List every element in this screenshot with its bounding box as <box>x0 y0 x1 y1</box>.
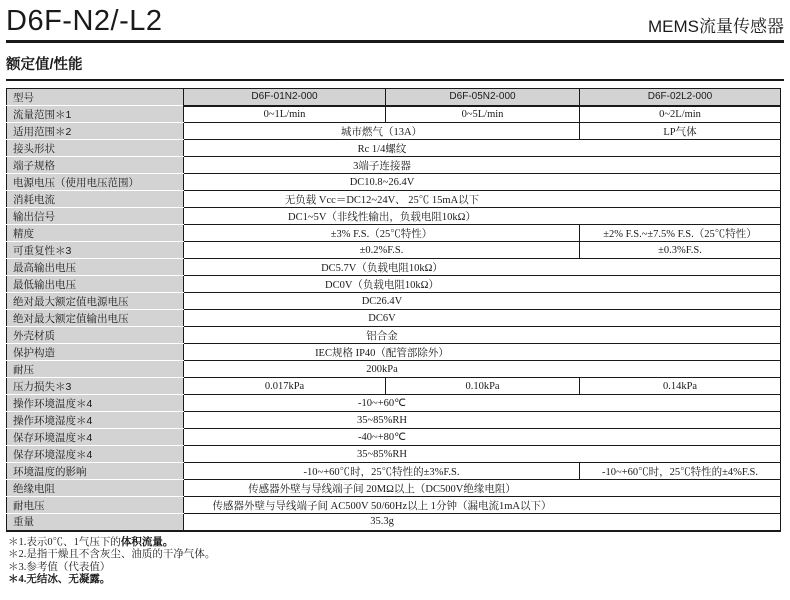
spec-value: D6F-01N2-000 <box>184 89 386 106</box>
spec-row-min-output-voltage <box>7 276 781 293</box>
spec-value: 0~1L/min <box>184 106 386 123</box>
spec-row-insulation-resistance <box>7 480 781 497</box>
spec-row-pressure-loss <box>7 378 781 395</box>
spec-value: LP气体 <box>580 123 781 140</box>
spec-row-temp-influence <box>7 463 781 480</box>
product-category: MEMS流量传感器 <box>648 17 784 36</box>
spec-value: -40~+80℃ <box>184 429 781 446</box>
spec-value: DC5.7V（负载电阻10kΩ） <box>184 259 781 276</box>
spec-value: DC1~5V（非线性输出，负载电阻10kΩ） <box>184 208 781 225</box>
spec-value: 城市燃气（13A） <box>184 123 580 140</box>
header-rule <box>6 40 784 43</box>
spec-row-output-signal <box>7 208 781 225</box>
spec-value: DC0V（负载电阻10kΩ） <box>184 276 781 293</box>
spec-value: ±0.3%F.S. <box>580 242 781 259</box>
spec-label: 外壳材质 <box>7 327 184 344</box>
spec-row-weight <box>7 514 781 531</box>
spec-row-terminal-spec <box>7 157 781 174</box>
footnote-4: ＊4.无结冰、无凝露。 <box>8 574 111 585</box>
spec-row-operating-temp <box>7 395 781 412</box>
spec-value: 0.10kPa <box>386 378 580 395</box>
spec-row-flow-range <box>7 106 781 123</box>
spec-table <box>6 88 781 532</box>
footnote-1-text: ＊1.表示0℃、1气压下的 <box>8 536 121 548</box>
spec-value: DC10.8~26.4V <box>184 174 781 191</box>
spec-value: D6F-02L2-000 <box>580 89 781 106</box>
spec-label: 重量 <box>7 514 184 531</box>
spec-row-current-consumption <box>7 191 781 208</box>
spec-row-abs-max-output-voltage <box>7 310 781 327</box>
spec-row-protection <box>7 344 781 361</box>
spec-value: 无负载 Vcc＝DC12~24V、 25℃ 15mA以下 <box>184 191 781 208</box>
section-title: 额定值/性能 <box>6 57 83 73</box>
spec-value: 3端子连接器 <box>184 157 781 174</box>
spec-value: ±3% F.S.（25℃特性） <box>184 225 580 242</box>
spec-label: 绝对最大额定值电源电压 <box>7 293 184 310</box>
spec-label: 接头形状 <box>7 140 184 157</box>
spec-label: 环境温度的影响 <box>7 463 184 480</box>
spec-value: 0~5L/min <box>386 106 580 123</box>
footnote-1-bold-text: 体积流量。 <box>120 536 174 548</box>
spec-value: -10~+60℃ <box>184 395 781 412</box>
spec-label: 消耗电流 <box>7 191 184 208</box>
spec-row-applicable-gas <box>7 123 781 140</box>
spec-label: 型号 <box>7 89 184 106</box>
spec-label: 保存环境温度＊4 <box>7 429 184 446</box>
spec-value: IEC规格 IP40（配管部除外） <box>184 344 781 361</box>
spec-row-max-output-voltage <box>7 259 781 276</box>
footnote-1 <box>8 537 784 550</box>
spec-label: 保存环境湿度＊4 <box>7 446 184 463</box>
spec-row-operating-humidity <box>7 412 781 429</box>
spec-label: 绝缘电阻 <box>7 480 184 497</box>
spec-value: 铝合金 <box>184 327 781 344</box>
spec-row-storage-humidity <box>7 446 781 463</box>
spec-row-withstand-pressure <box>7 361 781 378</box>
spec-value: -10~+60℃时，25℃特性的±3%F.S. <box>184 463 580 480</box>
spec-value: 0.017kPa <box>184 378 386 395</box>
spec-label: 耐压 <box>7 361 184 378</box>
spec-label: 保护构造 <box>7 344 184 361</box>
spec-value: 传感器外壁与导线端子间 20MΩ以上（DC500V绝缘电阻） <box>184 480 781 497</box>
footnotes <box>6 537 784 587</box>
spec-value: 35~85%RH <box>184 412 781 429</box>
footnote-3: ＊3.参考值（代表值） <box>8 561 111 573</box>
spec-label: 可重复性＊3 <box>7 242 184 259</box>
spec-label: 流量范围＊1 <box>7 106 184 123</box>
spec-label: 电源电压（使用电压范围） <box>7 174 184 191</box>
spec-row-supply-voltage <box>7 174 781 191</box>
spec-label: 端子规格 <box>7 157 184 174</box>
spec-row-accuracy <box>7 225 781 242</box>
spec-value: 35~85%RH <box>184 446 781 463</box>
spec-value: DC6V <box>184 310 781 327</box>
spec-value: 0~2L/min <box>580 106 781 123</box>
page-header <box>6 2 784 38</box>
spec-label: 输出信号 <box>7 208 184 225</box>
spec-label: 最低输出电压 <box>7 276 184 293</box>
spec-row-joint-shape <box>7 140 781 157</box>
spec-row-model <box>7 89 781 106</box>
spec-value: ±0.2%F.S. <box>184 242 580 259</box>
spec-row-dielectric-strength <box>7 497 781 514</box>
spec-value: DC26.4V <box>184 293 781 310</box>
spec-row-abs-max-supply-voltage <box>7 293 781 310</box>
spec-label: 适用范围＊2 <box>7 123 184 140</box>
spec-value: 0.14kPa <box>580 378 781 395</box>
spec-label: 操作环境湿度＊4 <box>7 412 184 429</box>
spec-label: 精度 <box>7 225 184 242</box>
page-title: D6F-N2/-L2 <box>6 5 163 37</box>
spec-value: 传感器外壁与导线端子间 AC500V 50/60Hz以上 1分钟（漏电流1mA以下） <box>184 497 781 514</box>
spec-label: 耐电压 <box>7 497 184 514</box>
footnote-2: ＊2.是指干燥且不含灰尘、油质的干净气体。 <box>8 549 216 560</box>
spec-row-storage-temp <box>7 429 781 446</box>
spec-label: 压力损失＊3 <box>7 378 184 395</box>
spec-row-case-material <box>7 327 781 344</box>
spec-label: 最高输出电压 <box>7 259 184 276</box>
spec-value: 35.3g <box>184 514 781 531</box>
spec-value: Rc 1/4螺纹 <box>184 140 781 157</box>
spec-value: -10~+60℃时，25℃特性的±4%F.S. <box>580 463 781 480</box>
spec-value: 200kPa <box>184 361 781 378</box>
spec-value: D6F-05N2-000 <box>386 89 580 106</box>
spec-label: 操作环境温度＊4 <box>7 395 184 412</box>
spec-label: 绝对最大额定值输出电压 <box>7 310 184 327</box>
spec-value: ±2% F.S.~±7.5% F.S.（25℃特性） <box>580 225 781 242</box>
section-rule <box>6 79 784 81</box>
spec-row-repeatability <box>7 242 781 259</box>
